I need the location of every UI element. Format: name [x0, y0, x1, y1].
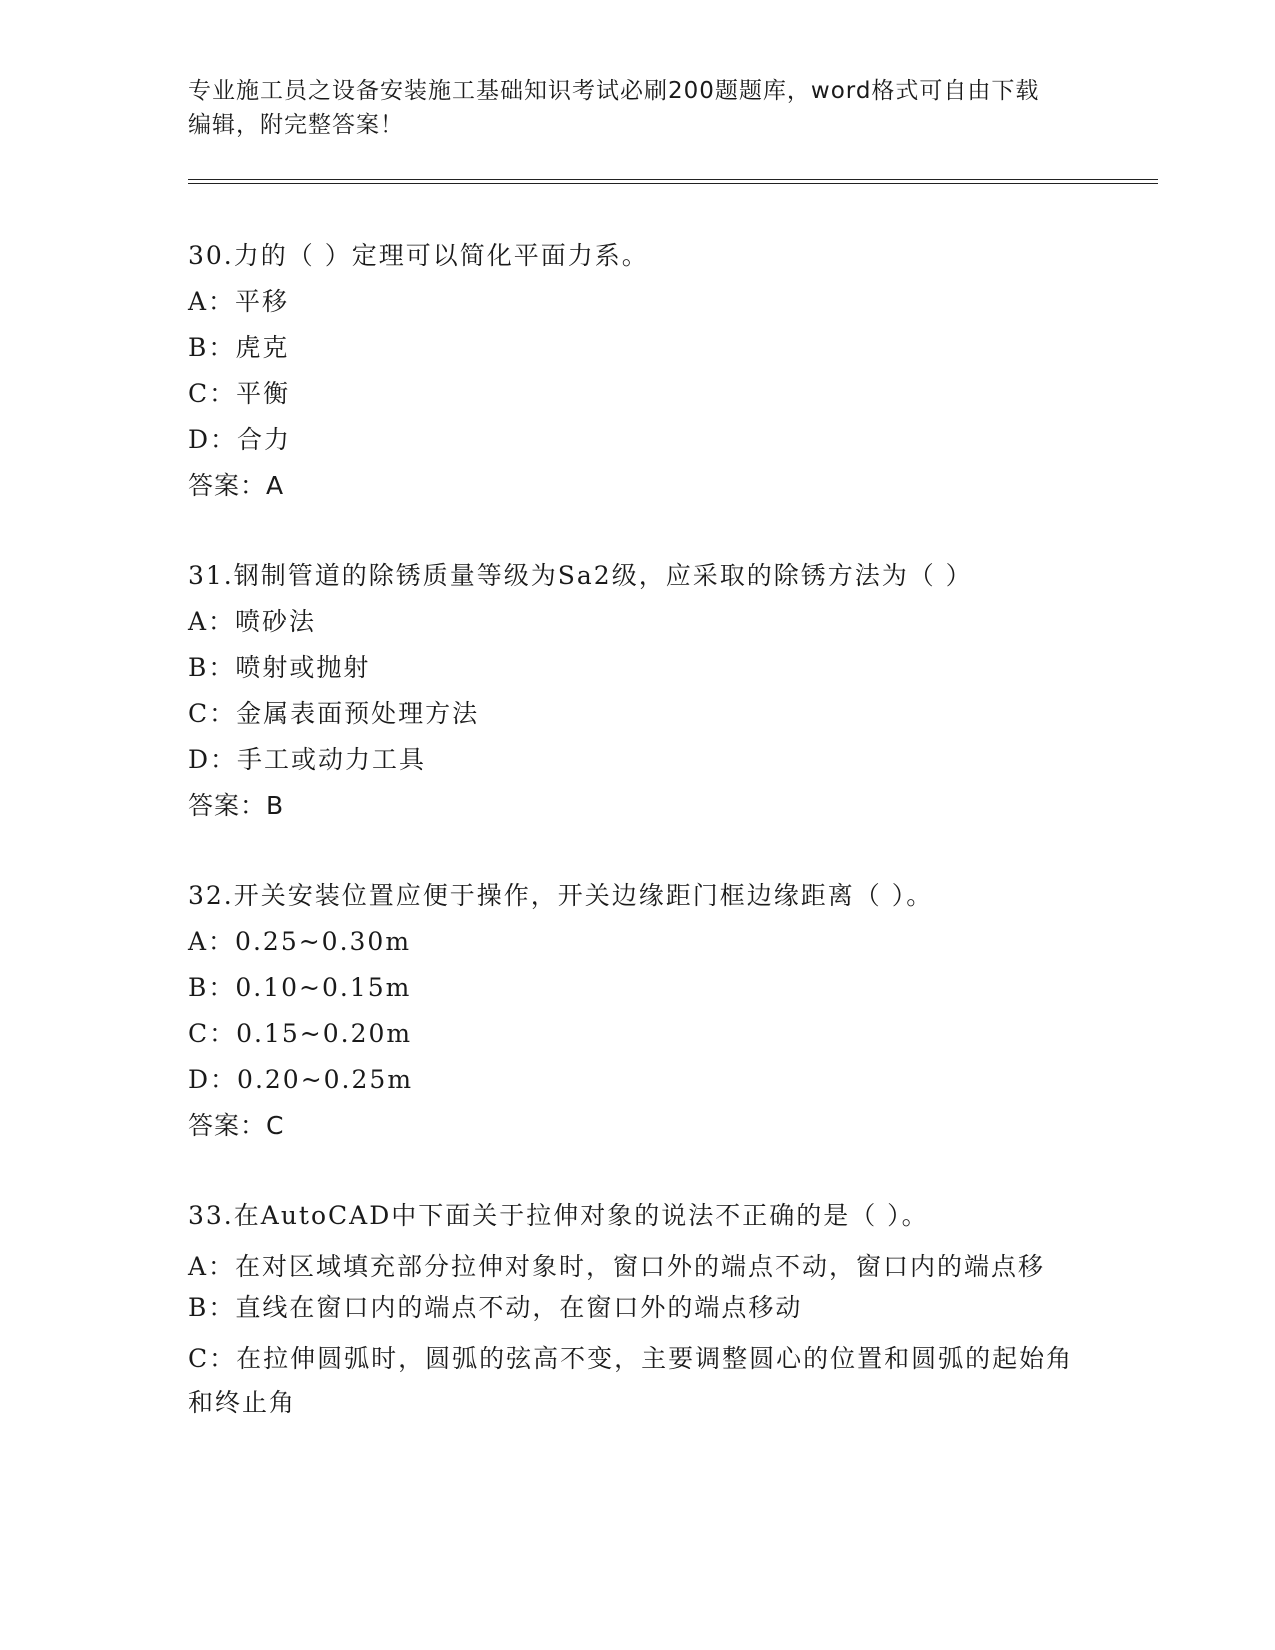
option-c: C：在拉伸圆弧时，圆弧的弦高不变，主要调整圆心的位置和圆弧的起始角和终止角 — [188, 1344, 1074, 1417]
option-a: A：在对区域填充部分拉伸对象时，窗口外的端点不动，窗口内的端点移 — [188, 1252, 1046, 1281]
question-stem: 31.钢制管道的除锈质量等级为Sa2级，应采取的除锈方法为（ ） — [188, 561, 973, 590]
option-a: A：平移 — [188, 287, 290, 316]
header-line-2: 编辑，附完整答案！ — [188, 112, 404, 138]
question-30 — [188, 239, 1088, 503]
answer-label: 答案：A — [188, 471, 285, 500]
option-b: B：虎克 — [188, 333, 290, 362]
question-stem: 33.在AutoCAD中下面关于拉伸对象的说法不正确的是（ ）。 — [188, 1201, 929, 1230]
option-c: C：平衡 — [188, 379, 291, 408]
option-c: C：0.15~0.20m — [188, 1019, 413, 1048]
answer-label: 答案：B — [188, 791, 285, 820]
option-c: C：金属表面预处理方法 — [188, 699, 480, 728]
header-divider-top — [188, 179, 1158, 180]
header-divider-bottom — [188, 183, 1158, 184]
option-d: D：合力 — [188, 425, 292, 454]
question-stem: 30.力的（ ）定理可以简化平面力系。 — [188, 241, 649, 270]
question-31 — [188, 559, 1088, 823]
option-d: D：0.20~0.25m — [188, 1065, 414, 1094]
header-line-1: 专业施工员之设备安装施工基础知识考试必刷200题题库，word格式可自由下载 — [188, 78, 1040, 104]
question-33 — [188, 1199, 1088, 1425]
option-b: B：喷射或抛射 — [188, 653, 371, 682]
answer-label: 答案：C — [188, 1111, 285, 1140]
option-a: A：喷砂法 — [188, 607, 317, 636]
option-d: D：手工或动力工具 — [188, 745, 427, 774]
question-32 — [188, 879, 1088, 1143]
option-b: B：0.10~0.15m — [188, 973, 412, 1002]
option-a: A：0.25~0.30m — [188, 927, 412, 956]
question-stem: 32.开关安装位置应便于操作，开关边缘距门框边缘距离（ ）。 — [188, 881, 934, 910]
option-b: B：直线在窗口内的端点不动，在窗口外的端点移动 — [188, 1293, 803, 1322]
document-header — [188, 74, 1078, 142]
